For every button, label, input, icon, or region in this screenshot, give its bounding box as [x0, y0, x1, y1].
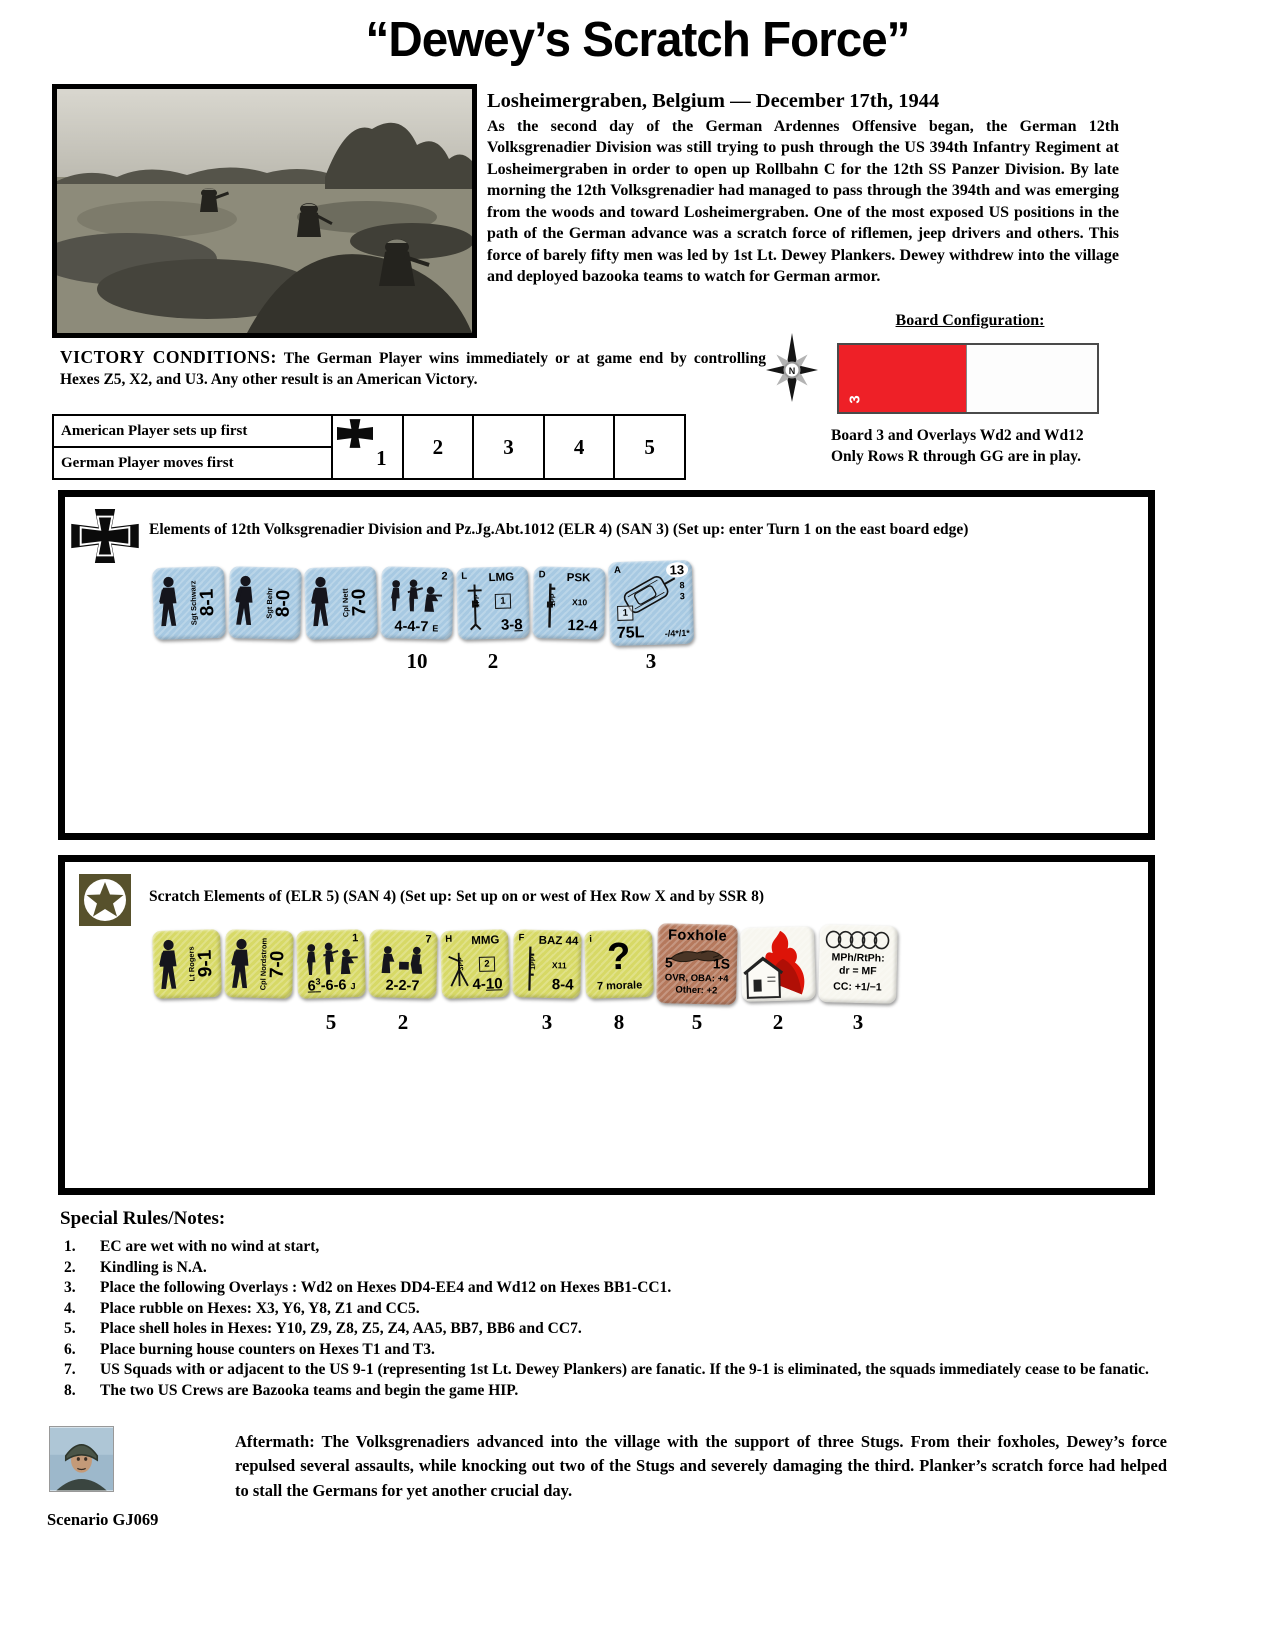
rule-text: Place the following Overlays : Wd2 on Hexes DD4-EE4 and Wd12 on Hexes BB1-CC1. [100, 1279, 672, 1296]
counter-column [533, 557, 605, 677]
american-ob-box [58, 855, 1155, 1195]
turn-track-labels [54, 416, 333, 478]
counter-quantity: 2 [772, 1010, 784, 1034]
weapon-pp: 1PP [529, 956, 538, 970]
squad-silhouettes-icon [303, 940, 358, 977]
crew-rating: 2-2-7 [385, 977, 420, 995]
foxhole-other-line: Other: +2 [675, 984, 718, 997]
counter-column [305, 557, 377, 677]
counter-quantity: 5 [325, 1010, 337, 1034]
board-3-half [839, 345, 966, 412]
question-mark: ? [606, 935, 631, 979]
rule-number: 7. [64, 1361, 76, 1378]
foxhole-tem: 5 [664, 954, 674, 971]
soldier-silhouette-icon [231, 573, 260, 630]
special-rules-list [60, 1237, 1168, 1401]
leader-name: Sgt Schwarz [187, 580, 199, 626]
squad-class: J [350, 981, 356, 992]
squad-silhouettes-icon [388, 577, 443, 614]
special-rules-heading: Special Rules/Notes: [60, 1208, 226, 1229]
us-star-icon [79, 874, 131, 926]
board-config-diagram [837, 343, 1099, 414]
vehicle-note: -/4*/1* [664, 627, 690, 639]
squad-rating: 4-4-7 E [394, 618, 439, 636]
foxhole-counter [656, 923, 738, 1005]
leader-rating: 7-0 [266, 950, 288, 979]
leader-name: Lt Rogers [186, 946, 196, 982]
rule-number: 5. [64, 1320, 76, 1337]
counter-column [381, 557, 453, 677]
soldier-silhouette-icon [155, 937, 185, 994]
leader-rating: 8-0 [272, 589, 294, 618]
vehicle-armor-front: 8 [679, 580, 685, 591]
weapon-counter [440, 929, 510, 999]
turn-cells [333, 416, 684, 478]
board-config-heading: Board Configuration: [895, 312, 1045, 329]
special-rule-item [60, 1237, 1168, 1258]
wire-mph-line: MPh/RtPh: [831, 951, 885, 965]
leader-counter [152, 929, 222, 999]
german-counter-row [153, 557, 693, 677]
move-order-label: German Player moves first [61, 454, 234, 471]
rule-text: Place rubble on Hexes: X3, Y6, Y8, Z1 and CC5. [100, 1299, 420, 1317]
compass-rose-icon [760, 331, 824, 409]
counter-quantity: 3 [541, 1010, 553, 1034]
rule-number: 6. [64, 1340, 76, 1358]
crew-silhouettes-icon [376, 940, 431, 977]
squad-class: E [432, 623, 439, 634]
victory-conditions [60, 346, 766, 391]
german-ob-box [58, 490, 1155, 840]
counter-quantity: 8 [613, 1010, 625, 1034]
counter-column [225, 918, 293, 1038]
counter-column [369, 918, 437, 1038]
counter-quantity: 3 [645, 649, 657, 673]
rule-text: The two US Crews are Bazooka teams and begin the game HIP. [100, 1381, 519, 1399]
rule-number: 1. [64, 1238, 76, 1255]
weapon-rating: 3-8 [500, 616, 523, 634]
weapon-counter [512, 929, 582, 999]
victory-text: The German Player wins immediately or at game end by controlling Hexes Z5, X2, and U3. Any other result is an American Victory. [60, 350, 766, 388]
counter-quantity: 2 [487, 649, 499, 673]
turn-record-track [52, 414, 686, 480]
squad-counter [296, 929, 366, 999]
leader-counter [152, 566, 226, 640]
wire-dr-line: dr = MF [838, 964, 877, 978]
weapon-id-letter: D [538, 569, 546, 581]
concealment-id-letter: i [589, 933, 593, 945]
vehicle-box-number: 1 [617, 606, 633, 621]
soldier-silhouette-icon [155, 574, 185, 631]
crew-counter [368, 929, 438, 999]
counter-quantity: 10 [406, 649, 428, 673]
leader-rating: 9-1 [194, 949, 216, 978]
weapon-rating: 4-10 [472, 975, 503, 994]
rule-text: Kindling is N.A. [100, 1258, 207, 1276]
leader-counter [304, 566, 378, 640]
rule-number: 2. [64, 1258, 76, 1276]
vehicle-mp: 13 [665, 562, 688, 578]
special-rule-item [60, 1360, 1168, 1381]
squad-count-badge: 1 [352, 932, 359, 945]
german-cross-icon [337, 419, 373, 448]
turn-number: 2 [432, 434, 444, 459]
weapon-breakdown: X10 [571, 597, 588, 608]
scenario-photo [52, 84, 477, 338]
leader-counter [228, 566, 302, 640]
turn-cell-4 [545, 416, 616, 478]
board-offmap-half [966, 345, 1097, 412]
rule-text: Place burning house counters on Hexes T1 and T3. [100, 1340, 435, 1358]
turn-number: 1 [376, 446, 387, 470]
weapon-breakdown: X11 [551, 960, 567, 971]
vehicle-gun: 75L [616, 624, 645, 642]
weapon-rating: 8-4 [551, 976, 574, 994]
counter-column [585, 918, 653, 1038]
leader-rating: 8-1 [196, 588, 218, 617]
leader-name: Cpl Nordstrom [257, 937, 269, 991]
foxhole-ovr-line: OVR, OBA: +4 [664, 972, 729, 985]
counter-column [153, 918, 221, 1038]
turn-number: 4 [573, 434, 585, 459]
wire-counter [818, 924, 898, 1004]
turn-cell-1 [333, 416, 404, 478]
squad-rating: $6^3-6-6$ J [307, 976, 356, 995]
turn-number: 3 [503, 434, 514, 459]
weapon-pp: 1PP [473, 594, 482, 608]
vehicle-armor-side: 3 [679, 591, 685, 602]
leader-rating: 7-0 [348, 588, 370, 617]
counter-column [657, 918, 737, 1038]
soldier-silhouette-icon [307, 574, 337, 631]
weapon-title: LMG [488, 571, 515, 585]
leader-counter [224, 929, 294, 999]
turn-number: 5 [644, 434, 655, 459]
compass-north-label: N [788, 365, 796, 376]
weapon-id-letter: L [461, 570, 468, 582]
concealment-counter [584, 929, 654, 999]
rule-text: US Squads with or adjacent to the US 9-1 (representing 1st Lt. Dewey Plankers) are fanatic. If the 9-1 is eliminated, the squads immediately cease to be fanatic. [100, 1361, 1149, 1378]
weapon-box-number: 1 [495, 594, 511, 609]
crew-count-badge: 7 [425, 933, 432, 946]
special-rules-section [60, 1208, 1168, 1401]
wire-coils-icon [824, 929, 892, 951]
rule-number: 3. [64, 1279, 76, 1296]
special-rule-item [60, 1258, 1168, 1279]
turn-cell-5 [615, 416, 684, 478]
setup-order-label: American Player sets up first [54, 416, 331, 448]
page-title: “Dewey’s Scratch Force” [365, 13, 910, 67]
vehicle-counter [608, 560, 694, 646]
special-rule-item [60, 1340, 1168, 1361]
german-cross-icon [71, 509, 139, 563]
turn-cell-2 [404, 416, 475, 478]
aftermath-text: Aftermath: The Volksgrenadiers advanced into the village with the support of three Stugs. From their foxholes, Dewey’s force repulsed several assaults, while knocking out two of the Stugs and severely damaging the third. Planker’s scratch force had helped to stall the Germans for yet another crucial day. [235, 1432, 1167, 1500]
intro-section [487, 90, 1119, 288]
photo-soldiers-digging [57, 89, 472, 333]
rule-text: EC are wet with no wind at start, [100, 1238, 320, 1255]
counter-column [609, 557, 693, 677]
weapon-box-number: 2 [479, 956, 495, 971]
american-counter-row [153, 918, 897, 1038]
counter-column [229, 557, 301, 677]
counter-quantity: 2 [397, 1010, 409, 1034]
rule-number: 4. [64, 1299, 76, 1317]
weapon-counter [532, 566, 606, 640]
american-ob-header: Scratch Elements of (ELR 5) (SAN 4) (Set up: Set up on or west of Hex Row X and by SSR 8) [149, 888, 764, 905]
weapon-pp: 3PP [457, 957, 466, 971]
leader-name: Sgt Behr [264, 587, 274, 619]
counter-column [441, 918, 509, 1038]
burning-house-counter [740, 926, 816, 1002]
special-rule-item [60, 1319, 1168, 1340]
special-rule-item [60, 1278, 1168, 1299]
counter-column [741, 918, 815, 1038]
board-number: 3 [846, 395, 864, 404]
special-rule-item [60, 1381, 1168, 1402]
concealment-morale: 7 morale [596, 979, 643, 993]
counter-column [513, 918, 581, 1038]
weapon-pp: 1PP [550, 593, 558, 607]
turn-cell-3 [474, 416, 545, 478]
weapon-id-letter: H [445, 933, 453, 945]
squad-count-badge: 2 [441, 570, 448, 583]
weapon-counter [456, 566, 530, 640]
counter-column [457, 557, 529, 677]
rule-text: Place shell holes in Hexes: Y10, Z9, Z8, Z5, Z4, AA5, BB7, BB6 and CC7. [100, 1320, 582, 1337]
board-config-caption: Board 3 and Overlays Wd2 and Wd12 Only Rows R through GG are in play. [831, 427, 1084, 465]
weapon-title: MMG [471, 934, 500, 948]
german-ob-header: Elements of 12th Volksgrenadier Division and Pz.Jg.Abt.1012 (ELR 4) (SAN 3) (Set up: enter Turn 1 on the east board edge) [149, 521, 969, 538]
special-rule-item [60, 1299, 1168, 1320]
rule-number: 8. [64, 1381, 76, 1399]
victory-label: VICTORY CONDITIONS: [60, 347, 277, 367]
intro-heading: Losheimergraben, Belgium — December 17th, 1944 [487, 90, 940, 112]
weapon-id-letter: F [518, 932, 525, 944]
vehicle-id-letter: A [613, 564, 622, 577]
weapon-title: PSK [566, 571, 591, 585]
counter-column [153, 557, 225, 677]
burning-house-icon [742, 928, 814, 1002]
intro-body: As the second day of the German Ardennes Offensive began, the German 12th Volksgrenadier Division was still trying to push through the US 394th Infantry Regiment at Losheimergraben in order to open up Rollbahn C for the 12th SS Panzer Division. By late morning the 12th Volksgrenadier had managed to pass through the 394th and was emerging from the woods and toward Losheimergraben. One of the most exposed US positions in the path of the German advance was a scratch force of riflemen, jeep drivers and others. This force of barely fifty men was led by 1st Lt. Dewey Plankers. Dewey withdrew into the village and deployed bazooka teams to watch for German armor. [487, 118, 1119, 286]
foxhole-stacking: 1S [712, 955, 731, 972]
weapon-rating: 12-4 [567, 616, 598, 635]
counter-quantity: 3 [852, 1010, 864, 1034]
counter-quantity: 5 [691, 1010, 703, 1034]
scenario-id: Scenario GJ069 [47, 1510, 159, 1529]
counter-column [297, 918, 365, 1038]
squad-counter [380, 566, 454, 640]
soldier-portrait-photo [50, 1427, 113, 1491]
wire-cc-line: CC: +1/−1 [833, 980, 882, 994]
weapon-title: BAZ 44 [538, 934, 579, 948]
soldier-silhouette-icon [227, 936, 256, 993]
leader-name: Cpl Nett [340, 588, 350, 618]
foxhole-title: Foxhole [667, 927, 728, 945]
counter-column [819, 918, 897, 1038]
